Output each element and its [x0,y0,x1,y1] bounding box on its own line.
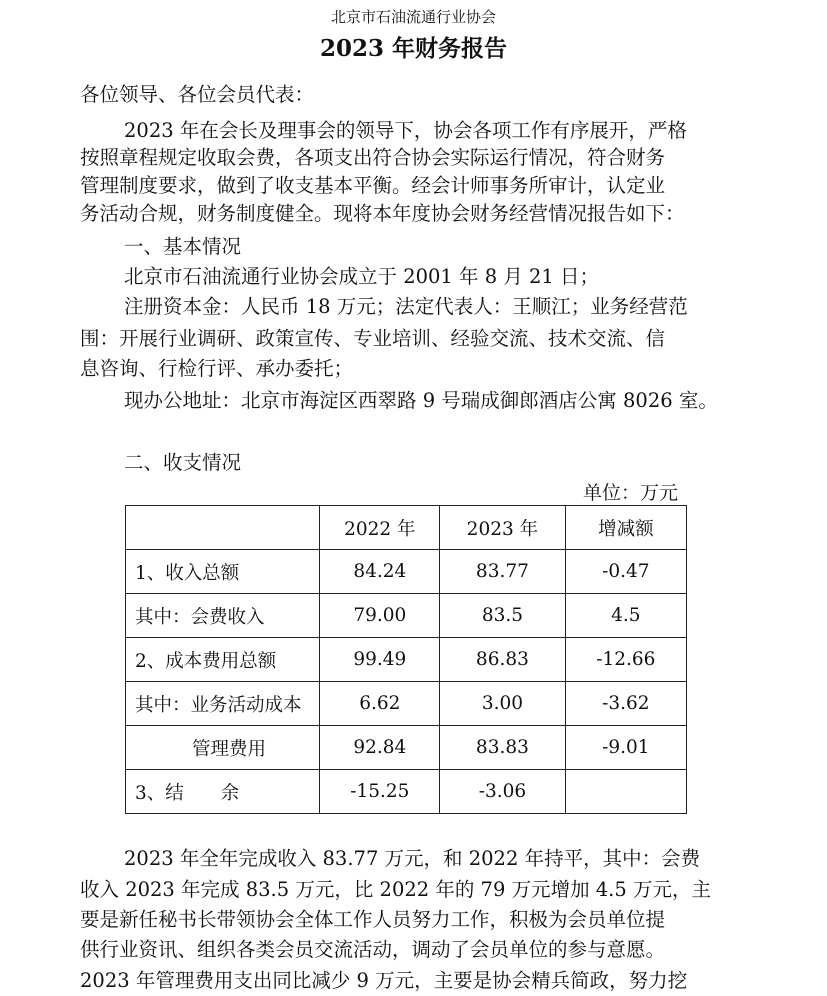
table-cell: 99.49 [320,638,440,682]
table-cell: 83.77 [440,550,566,594]
section-1-line-2: 注册资本金：人民币 18 万元；法定代表人：王顺江；业务经营范 [124,295,688,318]
table-cell: -15.25 [320,770,440,814]
row-label: 其中：业务活动成本 [126,682,320,726]
unit-label: 单位：万元 [582,482,678,504]
row-label: 2、成本费用总额 [126,638,320,682]
table-cell: 84.24 [320,550,440,594]
table-header-cell [126,506,320,550]
table-header-row [126,506,687,550]
section-1-line-1: 北京市石油流通行业协会成立于 2001 年 8 月 21 日； [124,265,600,288]
closing-line-4: 供行业资讯、组织各类会员交流活动，调动了会员单位的参与意愿。 [80,938,666,961]
table-cell: -0.47 [565,550,686,594]
table-cell: -12.66 [565,638,686,682]
closing-line-3: 要是新任秘书长带领协会全体工作人员努力工作，积极为会员单位提 [80,908,666,931]
table-cell: 86.83 [440,638,566,682]
table-row [126,550,687,594]
finance-table [125,505,687,814]
table-cell: -3.06 [440,770,566,814]
closing-line-5: 2023 年管理费用支出同比减少 9 万元，主要是协会精兵简政，努力挖 [80,969,688,992]
table-row [126,770,687,814]
salutation: 各位领导、各位会员代表： [80,83,315,106]
table-cell [565,770,686,814]
table-cell: 3.00 [440,682,566,726]
section-1-title: 一、基本情况 [124,235,242,258]
table-cell: -9.01 [565,726,686,770]
table-cell: 6.62 [320,682,440,726]
intro-line-2: 按照章程规定收取会费，各项支出符合协会实际运行情况，符合财务 [80,146,666,169]
table-row [126,638,687,682]
table-row [126,726,687,770]
table-header-cell: 2022 年 [320,506,440,550]
table-cell: 79.00 [320,594,440,638]
table-row [126,682,687,726]
table-cell: 4.5 [565,594,686,638]
section-1-line-4: 息咨询、行检行评、承办委托； [80,357,354,380]
closing-line-1: 2023 年全年完成收入 83.77 万元，和 2022 年持平，其中：会费 [124,847,701,870]
row-label: 3、结 余 [126,770,320,814]
table-cell: -3.62 [565,682,686,726]
section-1-line-3: 围：开展行业调研、政策宣传、专业培训、经验交流、技术交流、信 [80,327,666,350]
table-cell: 83.5 [440,594,566,638]
intro-line-3: 管理制度要求，做到了收支基本平衡。经会计师事务所审计，认定业 [80,174,666,197]
table-header-cell: 2023 年 [440,506,566,550]
organization-header: 北京市石油流通行业协会 [330,8,496,26]
table-header-cell: 增减额 [565,506,686,550]
section-2-title: 二、收支情况 [124,451,242,474]
table-cell: 92.84 [320,726,440,770]
section-1-line-5: 现办公地址：北京市海淀区西翠路 9 号瑞成御郎酒店公寓 8026 室。 [124,389,718,412]
row-label: 1、收入总额 [126,550,320,594]
row-label: 管理费用 [126,726,320,770]
closing-line-2: 收入 2023 年完成 83.5 万元，比 2022 年的 79 万元增加 4.5 万元，主 [80,878,711,901]
intro-line-4: 务活动合规，财务制度健全。现将本年度协会财务经营情况报告如下： [80,202,685,225]
intro-line-1: 2023 年在会长及理事会的领导下，协会各项工作有序展开，严格 [124,119,687,142]
document-title: 2023 年财务报告 [319,35,508,62]
table-row [126,594,687,638]
table-cell: 83.83 [440,726,566,770]
row-label: 其中：会费收入 [126,594,320,638]
